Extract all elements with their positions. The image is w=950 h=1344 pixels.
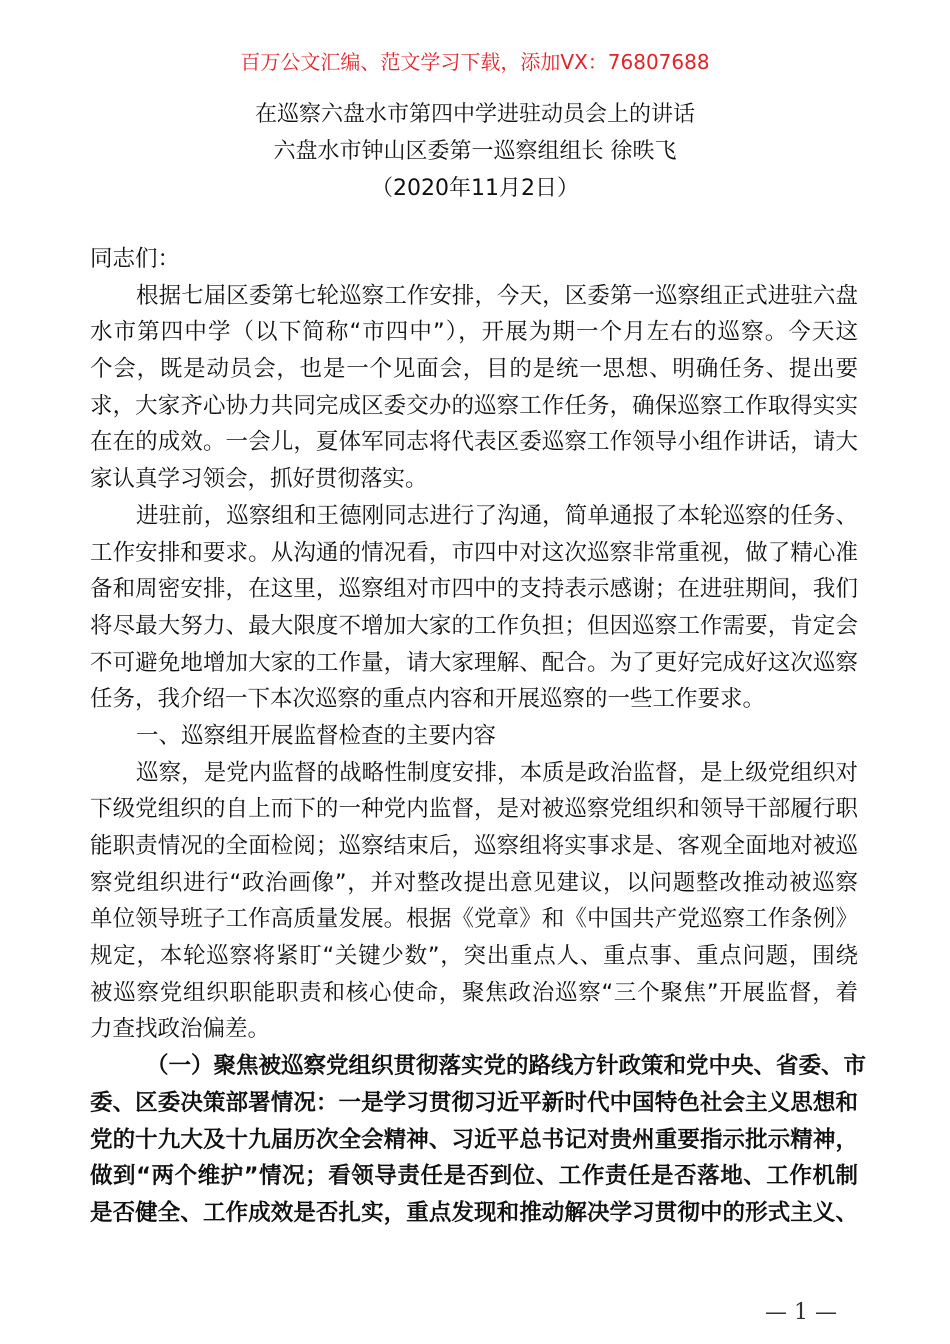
paragraph [90,278,858,498]
text-line: 备和周密安排，在这里，巡察组对市四中的支持表示感谢；在进驻期间，我们 [90,576,858,603]
document-body [90,241,867,1232]
text-line: 不可避免地增加大家的工作量，请大家理解、配合。为了更好完成好这次巡察 [90,649,858,676]
text-line: 水市第四中学（以下简称“市四中”），开展为期一个月左右的巡察。今天这 [90,319,858,346]
text-line: 党的十九大及十九届历次全会精神、习近平总书记对贵州重要指示批示精神， [90,1126,858,1153]
page-number: — 1 — [765,1300,837,1325]
text-line: 根据七届区委第七轮巡察工作安排，今天，区委第一巡察组正式进驻六盘 [136,282,858,309]
paragraph [90,718,858,755]
text-line: 在在的成效。一会儿，夏体军同志将代表区委巡察工作领导小组作讲话，请大 [90,429,858,456]
paragraph [90,241,858,278]
text-line: 一、巡察组开展监督检查的主要内容 [136,722,497,749]
document-author: 六盘水市钟山区委第一巡察组组长 徐昳飞 [273,139,677,164]
text-line: 力查找政治偏差。 [90,1016,271,1043]
paragraph [90,1048,867,1231]
text-line: 巡察，是党内监督的战略性制度安排，本质是政治监督，是上级党组织对 [136,759,858,786]
text-line: 同志们： [90,246,181,272]
text-line: 规定，本轮巡察将紧盯“关键少数”，突出重点人、重点事、重点问题，围绕 [90,943,858,970]
text-line: 任务，我介绍一下本次巡察的重点内容和开展巡察的一些工作要求。 [90,686,766,713]
text-line: 做到“两个维护”情况；看领导责任是否到位、工作责任是否落地、工作机制 [90,1163,858,1190]
text-line: 求，大家齐心协力共同完成区委交办的巡察工作任务，确保巡察工作取得实实 [90,392,858,419]
text-line: 能职责情况的全面检阅；巡察结束后，巡察组将实事求是、客观全面地对被巡 [90,833,858,859]
text-line: 将尽最大努力、最大限度不增加大家的工作负担；但因巡察工作需要，肯定会 [90,612,858,639]
text-line: （一）聚焦被巡察党组织贯彻落实党的路线方针政策和党中央、省委、市 [146,1053,867,1080]
document-title: 在巡察六盘水市第四中学进驻动员会上的讲话 [254,102,695,127]
text-line: 工作安排和要求。从沟通的情况看，市四中对这次巡察非常重视，做了精心准 [90,539,858,566]
document-date: （2020年11月2日） [371,176,579,201]
text-line: 下级党组织的自上而下的一种党内监督，是对被巡察党组织和领导干部履行职 [90,796,858,823]
paragraph [90,498,858,718]
text-line: 委、区委决策部署情况：一是学习贯彻习近平新时代中国特色社会主义思想和 [90,1089,858,1116]
text-line: 个会，既是动员会，也是一个见面会，目的是统一思想、明确任务、提出要 [90,356,858,383]
text-line: 察党组织进行“政治画像”，并对整改提出意见建议，以问题整改推动被巡察 [90,869,858,896]
paragraph [90,755,858,1049]
text-line: 是否健全、工作成效是否扎实，重点发现和推动解决学习贯彻中的形式主义、 [90,1199,858,1226]
text-line: 进驻前，巡察组和王德刚同志进行了沟通，简单通报了本轮巡察的任务、 [136,502,858,529]
text-line: 单位领导班子工作高质量发展。根据《党章》和《中国共产党巡察工作条例》 [90,906,858,933]
text-line: 被巡察党组织职能职责和核心使命，聚焦政治巡察“三个聚焦”开展监督，着 [90,979,858,1006]
watermark-banner: 百万公文汇编、范文学习下载，添加VX：76807688 [240,50,710,74]
text-line: 家认真学习领会，抓好贯彻落实。 [90,466,428,493]
